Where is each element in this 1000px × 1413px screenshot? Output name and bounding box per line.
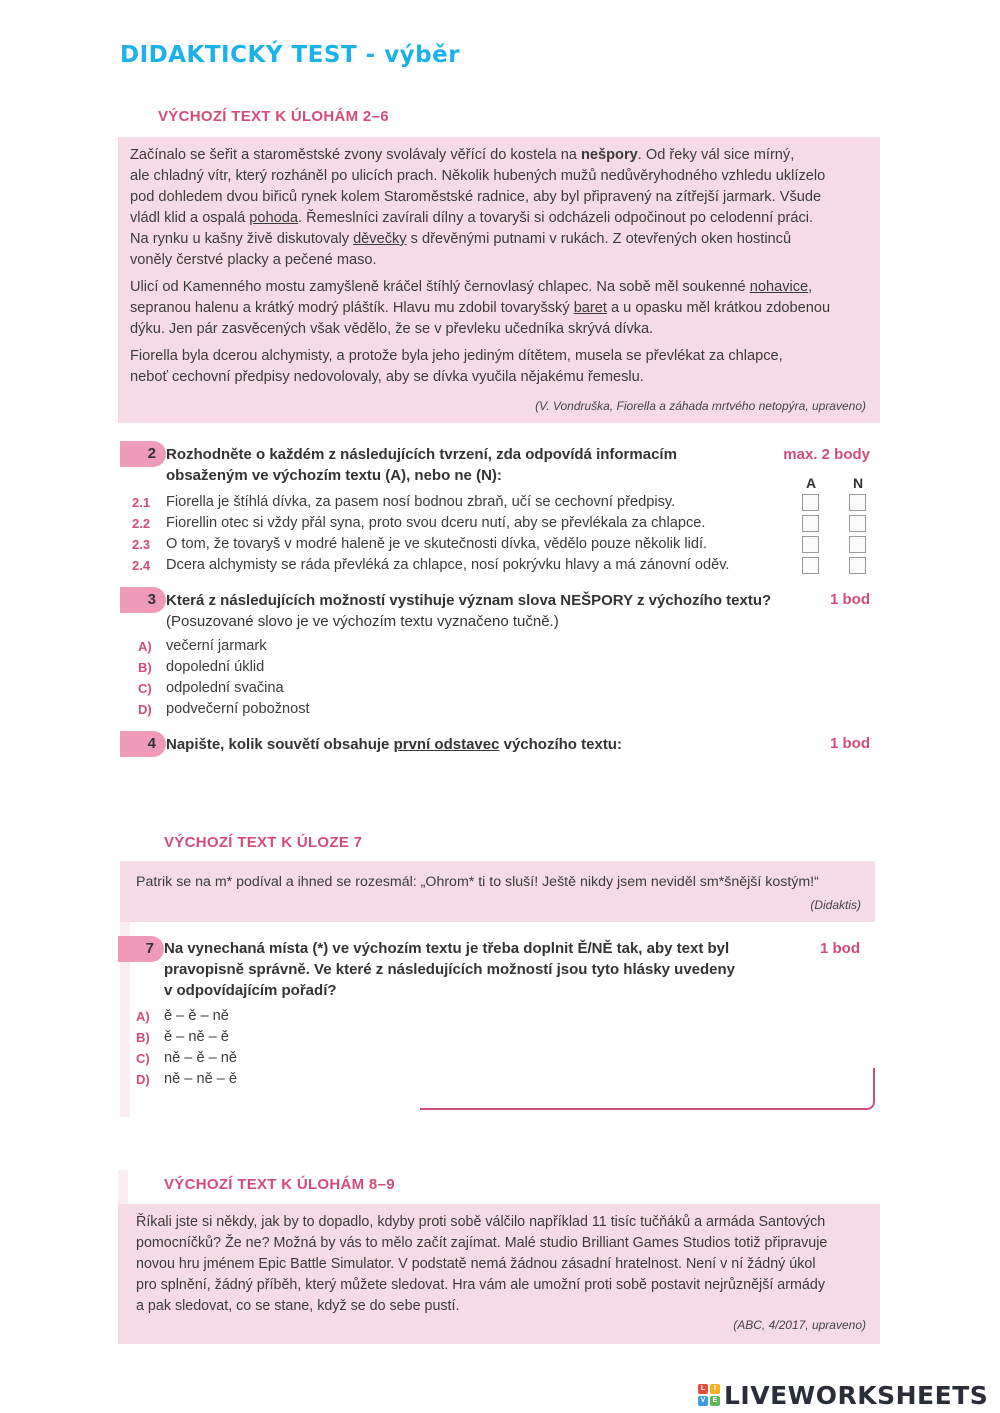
section2-text: Patrik se na m* podíval a ihned se rozesmál: „Ohrom* ti to sluší! Ještě nikdy jsem neviděl sm*šnější kostým!“ xyxy=(136,874,819,890)
question-4-badge: 4 xyxy=(120,731,166,757)
statement-row: 2.1 Fiorella je štíhlá dívka, za pasem nosí bodnou zbraň, učí se cechovní předpisy. xyxy=(132,492,872,513)
question-3-badge: 3 xyxy=(120,587,166,613)
section1-paragraph-1: Začínalo se šeřit a staroměstské zvony svolávaly věřící do kostela na nešpory. Od řeky vál sice mírný, ale chladný vítr, který rozháněl po ulicích prach. Několik hubených mužů nedůvěryhodného vzhledu uklízelo pod dohledem dvou biřiců rynek kolem Staroměstské radnice, aby byl připravený na zítřejší jarmark. Všude vládl klid a ospalá pohoda. Řemeslníci zavírali dílny a tovaryši si odcházeli odpočinout po celodenní práci. Na rynku u kašny živě diskutovaly děvečky s dřevěnými putnami v rukách. Z otevřených oken hostinců voněly čerstvé placky a pečené maso. xyxy=(130,147,826,268)
section1-source: (V. Vondruška, Fiorella a záhada mrtvého netopýra, upraveno) xyxy=(535,399,866,413)
statement-2-4-a-checkbox[interactable] xyxy=(802,557,819,574)
statement-2-1-a-checkbox[interactable] xyxy=(802,494,819,511)
statement-row: 2.4 Dcera alchymisty se ráda převléká za chlapce, nosí pokrývku hlavy a má zánovní oděv. xyxy=(132,555,872,576)
statement-2-1-n-checkbox[interactable] xyxy=(849,494,866,511)
statement-2-2-n-checkbox[interactable] xyxy=(849,515,866,532)
statement-row: 2.3 O tom, že tovaryš v modré haleně je ve skutečnosti dívka, vědělo pouze několik lidí. xyxy=(132,534,872,555)
statement-2-3-n-checkbox[interactable] xyxy=(849,536,866,553)
section2-source: (Didaktis) xyxy=(810,898,861,912)
question-3-prompt: Která z následujících možností vystihuje význam slova NEŠPORY z výchozího textu? (Posuzované slovo je ve výchozím textu vyznačeno tučně.) xyxy=(166,592,772,630)
question-7-badge: 7 xyxy=(118,936,164,962)
section1-paragraph-3: Fiorella byla dcerou alchymisty, a protože byla jeho jediným dítětem, musela se převlékat za chlapce, neboť cechovní předpisy nedovolovaly, aby se dívka vyučila nějakému řemeslu. xyxy=(130,348,783,385)
statement-row: 2.2 Fiorellin otec si vždy přál syna, proto svou dceru nutí, aby se převlékala za chlapce. xyxy=(132,513,872,534)
page-title: DIDAKTICKÝ TEST - výběr xyxy=(120,42,461,68)
section1-paragraph-2: Ulicí od Kamenného mostu zamyšleně kráčel štíhlý černovlasý chlapec. Na sobě měl soukenné nohavice, sepranou halenu a krátký modrý pláštík. Hlavu mu zdobil tovaryšský baret a u opasku měl krátkou zdobenou dýku. Jen pár zasvěcených však vědělo, že se v převleku učedníka skrývá dívka. xyxy=(130,279,831,337)
liveworksheets-text: LIVEWORKSHEETS xyxy=(724,1380,989,1410)
question-2-badge: 2 xyxy=(120,441,166,467)
question-2-prompt: Rozhodněte o každém z následujících tvrzení, zda odpovídá informacím obsaženým ve výchozím textu (A), nebo ne (N): xyxy=(166,446,677,484)
section3-paragraph: Říkali jste si někdy, jak by to dopadlo, kdyby proti sobě válčilo například 11 tisíc tučňáků a armáda Santových pomocníčků? Že ne? Možná by vás to mělo začít zajímat. Malé studio Brilliant Games Studios totiž připravuje novou hru jménem Epic Battle Simulator. V podstatě nemá žádnou zásadní hratelnost. Není v ní žádný úkol pro splnění, žádný příběh, který můžete sledovat. Hra vám ale umožní proti sobě postavit nejrůznější armády a pak sledovat, co se stane, když se do sebe pustí. xyxy=(136,1214,828,1314)
section2-heading: VÝCHOZÍ TEXT K ÚLOZE 7 xyxy=(164,834,363,851)
question-7-prompt: Na vynechaná místa (*) ve výchozím textu je třeba doplnit Ě/NĚ tak, aby text byl pravopisně správně. Ve které z následujících možností jsou tyto hlásky uvedeny v odpovídajícím pořadí? xyxy=(164,940,736,999)
question-4-prompt: Napište, kolik souvětí obsahuje první odstavec výchozího textu: xyxy=(166,736,622,753)
section3-text-box xyxy=(118,1204,880,1344)
liveworksheets-logo-icon: L I V E xyxy=(698,1384,720,1406)
liveworksheets-watermark[interactable] xyxy=(698,1378,988,1412)
statement-2-2-a-checkbox[interactable] xyxy=(802,515,819,532)
column-a-header: A xyxy=(806,475,817,491)
column-n-header: N xyxy=(853,475,864,491)
section2-text-box xyxy=(120,861,875,922)
section3-source: (ABC, 4/2017, upraveno) xyxy=(733,1318,866,1332)
question-3-points: 1 bod xyxy=(830,591,870,608)
question-4-points: 1 bod xyxy=(830,735,870,752)
statement-2-3-a-checkbox[interactable] xyxy=(802,536,819,553)
question-7-points: 1 bod xyxy=(820,940,860,957)
section1-text-box xyxy=(118,137,880,423)
question-2-points: max. 2 body xyxy=(783,446,870,463)
section1-heading: VÝCHOZÍ TEXT K ÚLOHÁM 2–6 xyxy=(158,108,389,125)
section3-heading: VÝCHOZÍ TEXT K ÚLOHÁM 8–9 xyxy=(164,1176,395,1193)
statement-2-4-n-checkbox[interactable] xyxy=(849,557,866,574)
question-7-frame-line xyxy=(420,1068,875,1110)
